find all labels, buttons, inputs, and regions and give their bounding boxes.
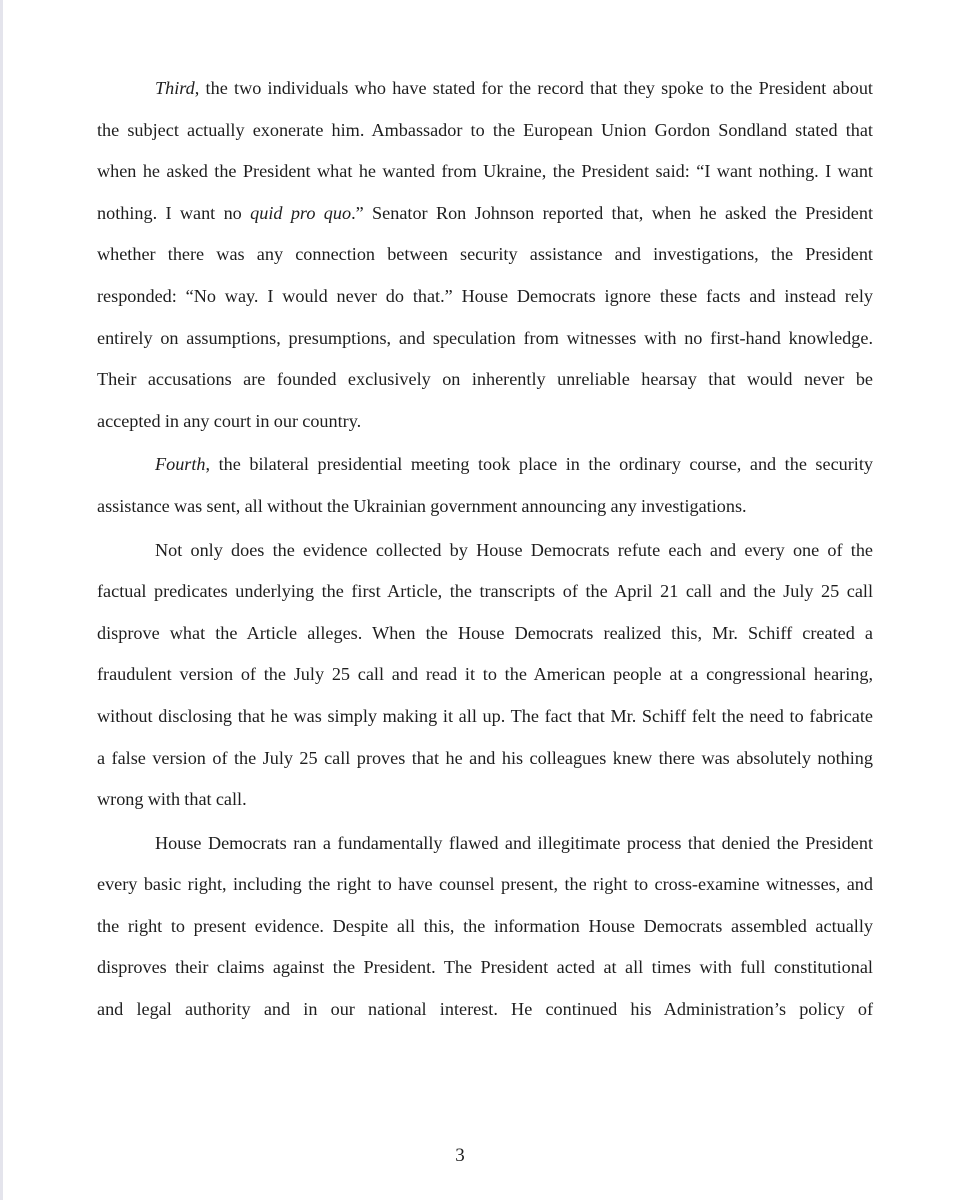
text-line	[97, 571, 873, 613]
text-segment: when he asked the President what he wanted from Ukraine, the President said: “I want nothing. I want	[97, 161, 873, 182]
text-line	[97, 401, 873, 443]
text-line	[97, 276, 873, 318]
text-line	[97, 318, 873, 360]
text-line	[97, 738, 873, 780]
paragraph	[97, 530, 873, 821]
text-line	[97, 906, 873, 948]
text-segment: assistance was sent, all without the Ukrainian government announcing any investigations.	[97, 495, 747, 516]
text-line	[97, 613, 873, 655]
text-line	[97, 234, 873, 276]
text-segment: , the two individuals who have stated for the record that they spoke to the President about	[194, 78, 873, 98]
text-line	[97, 193, 873, 235]
italic-text-segment: Fourth	[155, 454, 206, 475]
italic-text-segment: quid pro quo	[250, 202, 352, 223]
text-segment: nothing. I want no	[97, 202, 251, 223]
paragraph	[97, 68, 873, 442]
text-segment: Not only does the evidence collected by House Democrats refute each and every one of the	[155, 539, 873, 560]
text-segment: House Democrats ran a fundamentally flawed and illegitimate process that denied the President	[155, 832, 873, 853]
text-line	[97, 359, 873, 401]
text-segment: without disclosing that he was simply making it all up. The fact that Mr. Schiff felt the need to fabricate	[97, 705, 873, 726]
text-line	[97, 989, 873, 1031]
text-line	[97, 947, 873, 989]
text-segment: the right to present evidence. Despite all this, the information House Democrats assembled actually	[97, 915, 873, 936]
text-segment: a false version of the July 25 call proves that he and his colleagues knew there was absolutely nothing	[97, 747, 873, 768]
text-segment: every basic right, including the right to have counsel present, the right to cross-examine witnesses, and	[97, 874, 873, 895]
text-line	[97, 68, 873, 110]
text-segment: accepted in any court in our country.	[97, 410, 362, 431]
text-segment: disprove what the Article alleges. When the House Democrats realized this, Mr. Schiff created a	[97, 622, 873, 643]
text-segment: whether there was any connection between security assistance and investigations, the President	[97, 244, 873, 265]
text-segment: .” Senator Ron Johnson reported that, when he asked the President	[351, 202, 873, 223]
text-line	[97, 444, 873, 486]
text-line	[97, 864, 873, 906]
text-line	[97, 654, 873, 696]
text-segment: responded: “No way. I would never do that.” House Democrats ignore these facts and instead rely	[97, 285, 873, 306]
text-segment: fraudulent version of the July 25 call and read it to the American people at a congressional hearing,	[97, 664, 873, 685]
text-segment: and legal authority and in our national interest. He continued his Administration’s policy of	[97, 999, 873, 1020]
paragraph	[97, 444, 873, 527]
text-line	[97, 110, 873, 152]
text-line	[97, 779, 873, 821]
text-segment: disproves their claims against the President. The President acted at all times with full constitutional	[97, 957, 873, 978]
text-segment: , the bilateral presidential meeting took place in the ordinary course, and the security	[205, 454, 873, 475]
paragraph	[97, 823, 873, 1031]
text-line	[97, 696, 873, 738]
page-number: 3	[455, 1145, 465, 1166]
italic-text-segment: Third	[155, 78, 195, 98]
text-segment: wrong with that call.	[97, 789, 247, 810]
text-segment: Their accusations are founded exclusively on inherently unreliable hearsay that would never be	[97, 369, 873, 390]
text-segment: the subject actually exonerate him. Ambassador to the European Union Gordon Sondland stated that	[97, 119, 873, 140]
document-body	[97, 68, 873, 1031]
page-edge-shadow	[0, 0, 3, 1200]
text-segment: entirely on assumptions, presumptions, and speculation from witnesses with no first-hand knowledge.	[97, 327, 873, 348]
text-line	[97, 823, 873, 865]
text-line	[97, 530, 873, 572]
text-segment: factual predicates underlying the first Article, the transcripts of the April 21 call and the July 25 call	[97, 581, 873, 602]
text-line	[97, 151, 873, 193]
text-line	[97, 486, 873, 528]
